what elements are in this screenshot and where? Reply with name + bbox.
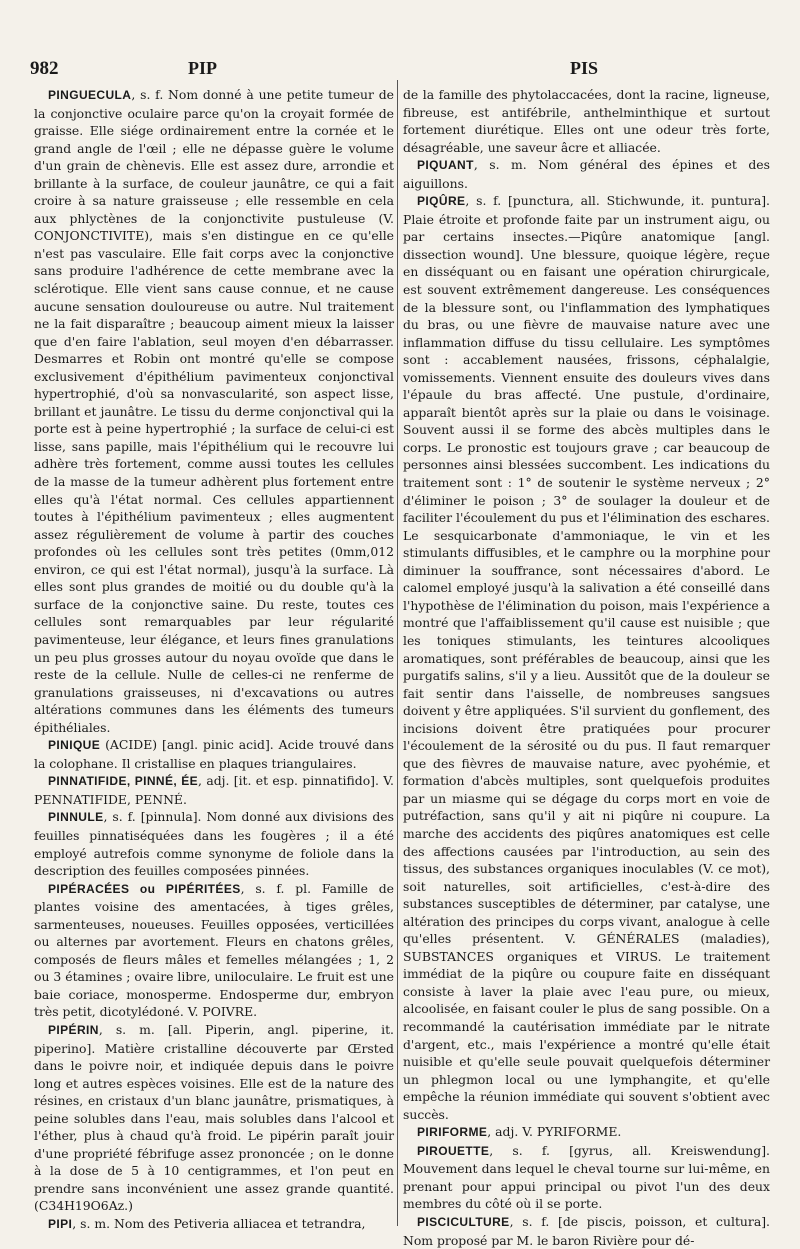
entry-pipi-continued bbox=[403, 86, 770, 156]
entry-text: , s. m. [all. Piperin, angl. piperine, it. piperino]. Matière cristalline découverte par Œrsted dans le poivre noir, et indiquée depuis dans le poivre long et autres espèces voisines. Elle est de la nature des résines, en cristaux d'un blanc jaunâtre, prismatiques, à peine solubles dans l'eau, mais solubles dans l'alcool et l'éther, plus à chaud qu'à froid. Le pipérin paraît jouir d'une propriété fébrifuge assez prononcée ; on le donne à la dose de 5 à 10 centigrammes, et l'on peut en prendre sans inconvénient une assez grande quantité. (C34H19O6Az.) bbox=[34, 1021, 394, 1214]
entry-text: (ACIDE) [angl. pinic acid]. Acide trouvé dans la colophane. Il cristallise en plaques triangulaires. bbox=[34, 737, 394, 771]
entry-piperin bbox=[34, 1021, 394, 1215]
left-column bbox=[34, 86, 394, 1234]
entry-text: , s. f. [gyrus, all. Kreiswendung]. Mouvement dans lequel le cheval tourne sur lui-même, en prenant pour appui principal ou pivot l'un des deux membres du côté où il se porte. bbox=[403, 1142, 770, 1212]
right-column bbox=[403, 86, 770, 1249]
entry-pinnule bbox=[34, 808, 394, 879]
entry-pipi bbox=[34, 1215, 394, 1234]
left-guide-word: PIP bbox=[188, 58, 217, 78]
headword: PINNULE bbox=[48, 810, 104, 825]
entry-text: de la famille des phytolaccacées, dont la racine, ligneuse, fibreuse, est antifébrile, anthelminthique et surtout fortement diurétique. Elles ont une odeur très forte, désagréable, une saveur âcre et alliacée. bbox=[403, 87, 770, 155]
page-header bbox=[30, 58, 770, 84]
headword: PIQUANT bbox=[417, 158, 474, 173]
entry-pinique bbox=[34, 736, 394, 772]
entry-pinguecula bbox=[34, 86, 394, 736]
entry-piqure bbox=[403, 192, 770, 1123]
headword: PISCICULTURE bbox=[417, 1215, 510, 1229]
entry-piquant bbox=[403, 156, 770, 192]
headword: PIRIFORME bbox=[417, 1125, 488, 1140]
entry-pinnatifide bbox=[34, 772, 394, 808]
headword: PIROUETTE bbox=[417, 1143, 490, 1158]
headword: PIPÉRIN bbox=[48, 1022, 99, 1037]
column-divider bbox=[397, 80, 398, 1226]
entry-text: , s. f. [pinnula]. Nom donné aux divisions des feuilles pinnatiséquées dans les fougères ; il a été employé autrefois comme synonyme de foliole dans la description des feuilles composées pinnées. bbox=[34, 809, 394, 879]
entry-text: , s. m. Nom général des épines et des aiguillons. bbox=[403, 157, 770, 191]
headword: PIPÉRACÉES ou PIPÉRITÉES bbox=[48, 881, 241, 896]
entry-pirouette bbox=[403, 1142, 770, 1213]
headword: PIQÛRE bbox=[417, 194, 466, 209]
entry-piriforme bbox=[403, 1123, 770, 1142]
entry-text: , s. f. [punctura, all. Stichwunde, it. puntura]. Plaie étroite et profonde faite par un instrument aigu, ou par certains insectes.—Piqûre anatomique [angl. dissection wound]. Une blessure, quoique légère, reçue en disséquant ou en faisant une opération chirurgicale, est souvent extrêmement dangereuse. Les conséquences de la blessure sont, ou l'inflammation des lymphatiques du bras, ou une fièvre de mauvaise nature avec une inflammation diffuse du tissu cellulaire. Les symptômes sont : accablement nausées, frissons, céphalalgie, vomissements. Viennent ensuite des douleurs vives dans l'épaule du bras affecté. Une pustule, d'ordinaire, apparaît bientôt après sur la plaie ou dans le voisinage. Souvent aussi il se forme des abcès multiples dans le corps. Le pronostic est toujours grave ; car beaucoup de personnes ainsi blessées succombent. Les indications du traitement sont : 1° de soutenir le système nerveux ; 2° d'éliminer le poison ; 3° de soulager la douleur et de faciliter l'écoulement du pus et l'élimination des eschares. Le sesquicarbonate d'ammoniaque, le vin et les stimulants diffusibles, et le camphre ou la morphine pour diminuer la souffrance, sont nécessaires d'abord. Le calomel employé jusqu'à la salivation a été conseillé dans l'hypothèse de l'élimination du poison, mais l'expérience a montré que l'affaiblissement qu'il cause est nuisible ; que les toniques stimulants, les teintures alcooliques aromatiques, sont préférables de beaucoup, ainsi que les purgatifs salins, s'il y a lieu. Aussitôt que de la douleur se fait sentir dans l'aisselle, de nombreuses sangsues doivent y être appliquées. S'il survient du gonflement, des incisions doivent être pratiquées pour procurer l'écoulement de la sérosité ou du pus. Il faut remarquer que des fièvres de mauvaise nature, avec pyohémie, et formation d'abcès multiples, sont quelquefois produites par un miasme qui se dégage du corps mort en voie de putréfaction, sans qu'il y ait ni piqûre ni coupure. La marche des accidents des piqûres anatomiques est celle des affections causées par l'introduction, au sein des tissus, des substances organiques inoculables (V. ce mot), soit naturelles, soit artificielles, c'est-à-dire des substances susceptibles de déterminer, par catalyse, une altération des principes du corps vivant, analogue à celle qu'elles présentent. V. GÉNÉRALES (maladies), SUBSTANCES organiques et VIRUS. Le traitement immédiat de la piqûre ou coupure faite en disséquant consiste à laver la plaie avec l'eau pure, ou mieux, alcoolisée, en faisant couler le plus de sang possible. On a recommandé la cautérisation immédiate par le nitrate d'argent, etc., mais l'expérience a montré qu'elle était nuisible et qu'elle seule pouvait quelquefois déterminer un phlegmon local ou une lymphangite, et qu'elle empêche la réunion immédiate qui souvent s'obtient avec succès. bbox=[403, 193, 770, 1122]
page-number: 982 bbox=[30, 58, 59, 79]
right-guide-word: PIS bbox=[570, 58, 599, 78]
headword: PINGUECULA bbox=[48, 88, 132, 102]
entry-text: , adj. [it. et esp. pinnatifido]. V. PENNATIFIDE, PENNÉ. bbox=[34, 773, 394, 807]
headword: PIPI bbox=[48, 1217, 73, 1231]
entry-text: , s. m. Nom des Petiveria alliacea et tetrandra, bbox=[72, 1216, 366, 1231]
entry-pisciculture bbox=[403, 1213, 770, 1249]
entry-text: , s. f. [de piscis, poisson, et cultura]. Nom proposé par M. le baron Rivière pour dé- bbox=[403, 1214, 770, 1248]
entry-text: , adj. V. PYRIFORME. bbox=[487, 1124, 622, 1140]
headword: PINIQUE bbox=[48, 738, 101, 753]
entry-text: , s. f. Nom donné à une petite tumeur de la conjonctive oculaire parce qu'on la croyait formée de graisse. Elle siége ordinairement entre la cornée et le grand angle de l'œil ; elle ne dépasse guère le volume d'un grain de chènevis. Elle est assez dure, arrondie et brillante à la surface, de couleur jaunâtre, ce qui a fait croire à sa nature graisseuse ; elle ressemble en cela aux phlyctènes de la conjonctivite pustuleuse (V. CONJONCTIVITE), mais s'en distingue en ce qu'elle n'est pas vasculaire. Elle fait corps avec la conjonctive sans produire l'adhérence de cette membrane avec la sclérotique. Elle vient sans cause connue, et ne cause aucune sensation douloureuse ou autre. Nul traitement ne la fait disparaître ; beaucoup aiment mieux la laisser que d'en faire l'ablation, seul moyen d'en débarrasser. Desmarres et Robin ont montré qu'elle se compose exclusivement d'épithélium pavimenteux conjonctival hypertrophié, d'où sa nonvascularité, son aspect lisse, brillant et jaunâtre. Le tissu du derme conjonctival qui la porte est à peine hypertrophié ; la surface de celui-ci est lisse, sans papille, mais l'épithélium qui le recouvre lui adhère très fortement, comme aussi toutes les cellules de la masse de la tumeur adhèrent plus fortement entre elles qu'à l'état normal. Ces cellules appartiennent toutes à l'épithélium pavimenteux ; elles augmentent assez régulièrement de volume à partir des couches profondes où les cellules sont très petites (0mm,012 environ, ce qui est l'état normal), jusqu'à la surface. Là elles sont plus grandes de moitié ou du double qu'à la surface de la conjonctive saine. Du reste, toutes ces cellules sont remarquables par leur régularité pavimenteuse, leur élégance, et leurs fines granulations un peu plus grosses autour du noyau ovoïde que dans le reste de la cellule. Nulle de celles-ci ne renferme de granulations graisseuses, ni d'excavations ou autres altérations communes dans les éléments des tumeurs épithéliales. bbox=[34, 87, 394, 735]
headword: PINNATIFIDE, PINNÉ, ÉE bbox=[48, 774, 199, 789]
entry-text: , s. f. pl. Famille de plantes voisine des amentacées, à tiges grêles, sarmenteuses, noueuses. Feuilles opposées, verticillées ou alternes par avortement. Fleurs en chatons grêles, composés de fleurs mâles et femelles mélangées ; 1, 2 ou 3 étamines ; ovaire libre, uniloculaire. Le fruit est une baie coriace, monosperme. Endosperme dur, embryon très petit, dicotylédoné. V. POIVRE. bbox=[34, 880, 394, 1020]
entry-piperacees bbox=[34, 880, 394, 1021]
